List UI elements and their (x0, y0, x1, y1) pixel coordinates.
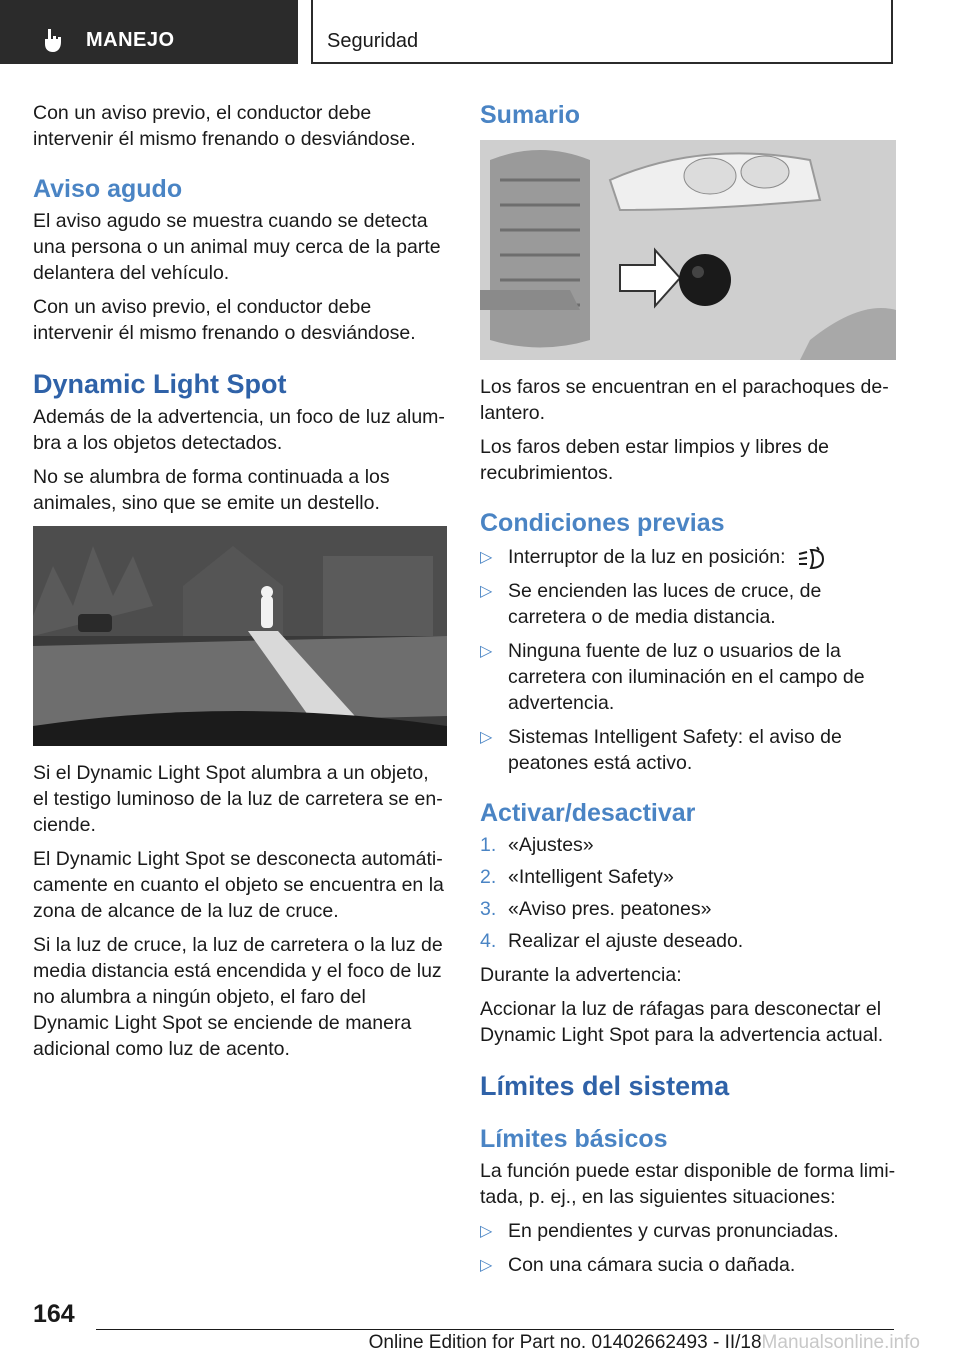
paragraph: Con un aviso previo, el conductor debe intervenir él mismo frenando o desviándose. (33, 296, 416, 344)
page-number: 164 (33, 1300, 75, 1328)
conditions-list (480, 544, 896, 776)
paragraph: Si la luz de cruce, la luz de carretera o la luz de media distancia está encendida y el foco de luz no alumbra a ningún objeto, el faro del Dynamic Light Spot se enciende de manera adicional como luz de acento. (33, 934, 443, 1060)
heading-dynamic-light-spot: Dynamic Light Spot (33, 369, 287, 399)
paragraph: La función puede estar disponible de forma limitada, p. ej., en las siguientes situaciones: (480, 1160, 896, 1208)
heading-limites-del-sistema: Límites del sistema (480, 1071, 730, 1101)
list-item: ▷ En pendientes y curvas pronunciadas. (480, 1218, 896, 1244)
left-column (33, 100, 447, 1070)
list-item: ▷ Interruptor de la luz en posición: (480, 544, 896, 570)
list-item: ▷ Ninguna fuente de luz o usuarios de la carretera con iluminación en el campo de advertencia. (480, 640, 865, 714)
triangle-right-icon: ▷ (480, 1257, 493, 1274)
section-header (311, 0, 893, 64)
list-item: ▷ Sistemas Intelligent Safety: el aviso de peatones está activo. (480, 726, 842, 774)
paragraph: El Dynamic Light Spot se desconecta automáticamente en cuanto el objeto se encuentra en la zona de alcance de la luz de cruce. (33, 848, 444, 922)
list-item: 3. «Aviso pres. peatones» (480, 898, 712, 920)
steps-list (480, 832, 896, 954)
heading-condiciones-previas: Condiciones previas (480, 509, 725, 537)
triangle-right-icon: ▷ (480, 729, 493, 746)
paragraph: Accionar la luz de ráfagas para desconectar el Dynamic Light Spot para la advertencia actual. (480, 998, 884, 1046)
paragraph: Los faros se encuentran en el parachoques delantero. (480, 376, 889, 424)
headlight-switch-icon (797, 546, 827, 570)
chapter-tab (0, 0, 298, 64)
triangle-right-icon: ▷ (480, 549, 493, 566)
footer-divider (96, 1329, 894, 1330)
list-item: 1. «Ajustes» (480, 834, 594, 856)
night-road-illustration (33, 526, 447, 746)
list-item: 4. Realizar el ajuste deseado. (480, 930, 744, 952)
paragraph: El aviso agudo se muestra cuando se detecta una persona o un animal muy cerca de la parte delantera del vehículo. (33, 210, 441, 284)
paragraph: Además de la advertencia, un foco de luz alumbra a los objetos detectados. (33, 406, 445, 454)
triangle-right-icon: ▷ (480, 643, 493, 660)
heading-sumario: Sumario (480, 101, 581, 129)
footer-edition (369, 1332, 920, 1354)
pointing-hand-icon (40, 27, 66, 55)
list-item: ▷ Se encienden las luces de cruce, de carretera o de media distancia. (480, 580, 822, 628)
intro-paragraph: Con un aviso previo, el conductor debe intervenir él mismo frenando o desviándose. (33, 102, 416, 150)
paragraph: No se alumbra de forma continuada a los animales, sino que se emite un destello. (33, 466, 390, 514)
paragraph: Durante la advertencia: (480, 964, 682, 986)
heading-limites-basicos: Límites básicos (480, 1125, 668, 1153)
paragraph: Los faros deben estar limpios y libres de recubrimientos. (480, 436, 830, 484)
edition-text: Online Edition for Part no. 01402662493 - II/18 (368, 1332, 762, 1353)
heading-activar-desactivar: Activar/desactivar (480, 799, 696, 827)
section-title: Seguridad (327, 30, 419, 52)
paragraph: Si el Dynamic Light Spot alumbra a un objeto, el testigo luminoso de la luz de carretera se enciende. (33, 762, 443, 836)
chapter-title: MANEJO (86, 29, 175, 51)
list-item: 2. «Intelligent Safety» (480, 866, 674, 888)
watermark-text: Manualsonline.info (761, 1332, 920, 1353)
triangle-right-icon: ▷ (480, 1223, 493, 1240)
limits-list (480, 1218, 896, 1278)
right-column (480, 100, 896, 1288)
heading-aviso-agudo: Aviso agudo (33, 175, 183, 203)
front-bumper-headlight-illustration (480, 140, 896, 360)
triangle-right-icon: ▷ (480, 583, 493, 600)
list-item: ▷ Con una cámara sucia o dañada. (480, 1252, 896, 1278)
